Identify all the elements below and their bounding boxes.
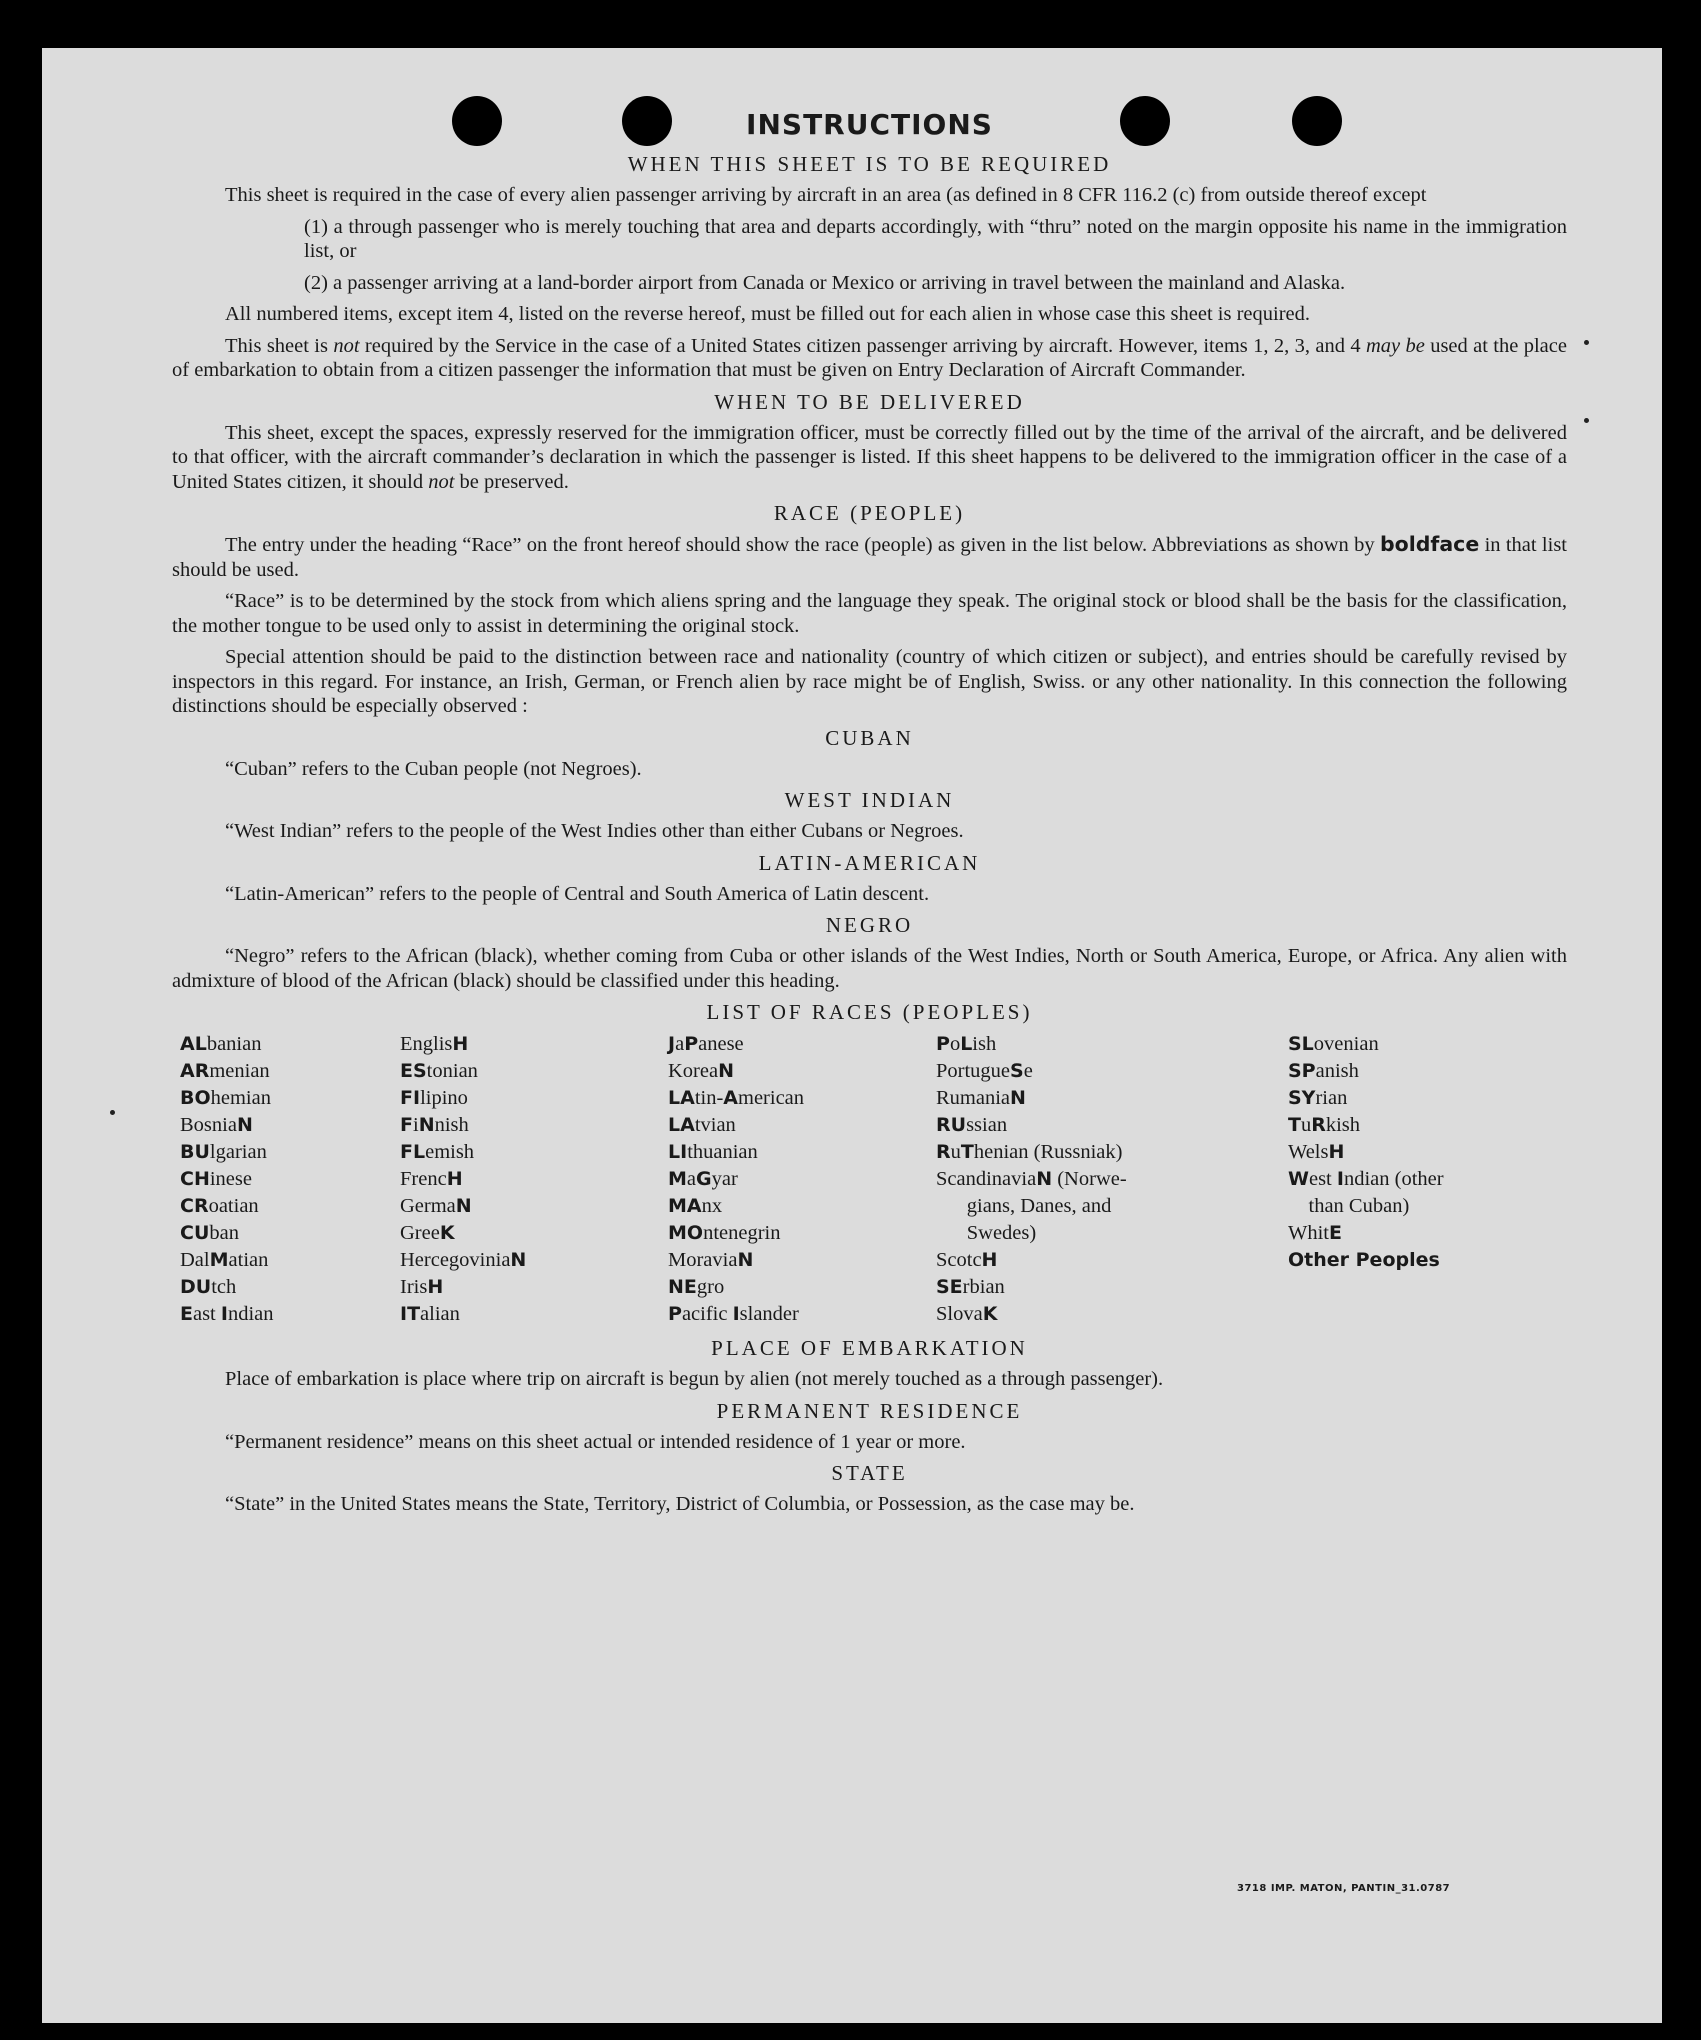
paragraph: All numbered items, except item 4, listed on the reverse hereof, must be filled out for each alien in whose case this sheet is required. xyxy=(225,303,1311,325)
races-column xyxy=(668,1031,936,1328)
paragraph: “Permanent residence” means on this sheet actual or intended residence of 1 year or more. xyxy=(225,1430,966,1453)
race-entry: SPanish xyxy=(1288,1060,1359,1082)
heading-race: RACE (PEOPLE) xyxy=(773,501,966,525)
race-entry: NEgro xyxy=(668,1276,725,1298)
heading-embarkation: PLACE OF EMBARKATION xyxy=(711,1336,1028,1360)
race-entry: CHinese xyxy=(180,1168,252,1190)
race-entry: ALbanian xyxy=(180,1033,262,1055)
race-entry: WhitE xyxy=(1288,1222,1342,1244)
race-entry: ScotcH xyxy=(936,1249,998,1271)
race-entry: ITalian xyxy=(400,1303,460,1325)
race-entry: LAtin-American xyxy=(668,1087,805,1109)
race-entry: BosniaN xyxy=(180,1114,253,1136)
race-entry: CUban xyxy=(180,1222,239,1244)
race-entry: FIlipino xyxy=(400,1087,468,1109)
races-column xyxy=(400,1031,668,1328)
heading-list-of-races: LIST OF RACES (PEOPLES) xyxy=(706,1000,1033,1024)
speck xyxy=(110,1110,115,1115)
race-entry: SYrian xyxy=(1288,1087,1348,1109)
race-entry: MOntenegrin xyxy=(668,1222,781,1244)
document-body xyxy=(172,108,1567,1524)
race-entry: West Indian (other xyxy=(1288,1168,1444,1190)
paragraph: “State” in the United States means the State, Territory, District of Columbia, or Possession, as the case may be. xyxy=(225,1493,1135,1515)
races-list xyxy=(180,1031,1567,1328)
race-entry: ARmenian xyxy=(180,1060,270,1082)
race-entry: gians, Danes, and xyxy=(936,1195,1112,1217)
form-number: 3718 IMP. MATON, PANTIN_31.0787 xyxy=(1237,1883,1451,1894)
race-entry: FLemish xyxy=(400,1141,475,1163)
paragraph: “Latin-American” refers to the people of Central and South America of Latin descent. xyxy=(225,882,930,905)
races-column xyxy=(1288,1031,1558,1328)
race-entry: FrencH xyxy=(400,1168,463,1190)
paragraph: “Race” is to be determined by the stock from which aliens spring and the language they speak. The original stock or blood shall be the basis for the classification, the mother tongue to be used only to assist in determining the original stock. xyxy=(172,590,1567,637)
list-item: (1) a through passenger who is merely touching that area and departs accordingly, with “thru” noted on the margin opposite his name in the immigration list, or xyxy=(304,215,1567,262)
race-entry: Other Peoples xyxy=(1288,1249,1440,1271)
race-entry: LIthuanian xyxy=(668,1141,758,1163)
race-entry: GreeK xyxy=(400,1222,455,1244)
heading-negro: NEGRO xyxy=(825,913,914,937)
race-entry: EnglisH xyxy=(400,1033,469,1055)
race-entry: East Indian xyxy=(180,1303,274,1325)
race-entry: FiNnish xyxy=(400,1114,469,1136)
race-entry: LAtvian xyxy=(668,1114,736,1136)
race-entry: HercegoviniaN xyxy=(400,1249,527,1271)
heading-west-indian: WEST INDIAN xyxy=(784,788,955,812)
paragraph: The entry under the heading “Race” on the front hereof should show the race (people) as given in the list below. Abbreviations as shown by boldface in that list should be used. xyxy=(172,532,1567,581)
heading-latin-american: LATIN-AMERICAN xyxy=(758,850,981,875)
heading-state: STATE xyxy=(831,1461,908,1485)
race-entry: MAnx xyxy=(668,1195,723,1217)
race-entry: MoraviaN xyxy=(668,1249,754,1271)
paragraph: This sheet is required in the case of every alien passenger arriving by aircraft in an area (as defined in 8 CFR 116.2 (c) from outside thereof except xyxy=(225,184,1427,206)
races-column xyxy=(180,1031,400,1328)
heading-cuban: CUBAN xyxy=(825,725,914,750)
race-entry: SlovaK xyxy=(936,1303,998,1325)
paragraph: “West Indian” refers to the people of the West Indies other than either Cubans or Negroes. xyxy=(225,820,964,842)
paragraph: This sheet, except the spaces, expressly reserved for the immigration officer, must be correctly filled out by the time of the arrival of the aircraft, and be delivered to that officer, with the aircraft commander’s declaration in which the passenger is listed. If this sheet happens to be delivered to the immigration officer in the case of a United States citizen, it should not be preserved. xyxy=(172,421,1567,493)
race-entry: ScandinaviaN (Norwe- xyxy=(936,1168,1127,1190)
race-entry: JaPanese xyxy=(668,1033,744,1055)
race-entry: RumaniaN xyxy=(936,1087,1026,1109)
race-entry: Pacific Islander xyxy=(668,1303,799,1325)
race-entry: MaGyar xyxy=(668,1168,738,1190)
speck xyxy=(1584,418,1589,423)
paragraph: “Negro” refers to the African (black), whether coming from Cuba or other islands of the West Indies, North or South America, Europe, or Africa. Any alien with admixture of blood of the African (black) should be classified under this heading. xyxy=(172,945,1567,992)
race-entry: BOhemian xyxy=(180,1087,271,1109)
document-page xyxy=(42,48,1662,2023)
race-entry: EStonian xyxy=(400,1060,478,1082)
race-entry: SErbian xyxy=(936,1276,1005,1298)
paragraph: Place of embarkation is place where trip on aircraft is begun by alien (not merely touched as a through passenger). xyxy=(225,1368,1164,1390)
race-entry: KoreaN xyxy=(668,1060,734,1082)
page-title: INSTRUCTIONS xyxy=(746,108,993,141)
race-entry: SLovenian xyxy=(1288,1033,1379,1055)
race-entry: than Cuban) xyxy=(1288,1195,1410,1217)
races-column xyxy=(936,1031,1288,1328)
race-entry: RUssian xyxy=(936,1114,1008,1136)
race-entry: RuThenian (Russniak) xyxy=(936,1141,1123,1163)
paragraph: This sheet is not required by the Service in the case of a United States citizen passenger arriving by aircraft. However, items 1, 2, 3, and 4 may be used at the place of embarkation to obtain from a citizen passenger the information that must be given on Entry Declaration of Aircraft Commander. xyxy=(172,334,1567,381)
race-entry: CRoatian xyxy=(180,1195,259,1217)
list-item: (2) a passenger arriving at a land-border airport from Canada or Mexico or arriving in travel between the mainland and Alaska. xyxy=(304,271,1346,294)
paragraph: “Cuban” refers to the Cuban people (not Negroes). xyxy=(225,757,642,780)
race-entry: DUtch xyxy=(180,1276,237,1298)
race-entry: IrisH xyxy=(400,1276,444,1298)
race-entry: Swedes) xyxy=(936,1222,1037,1244)
speck xyxy=(1584,340,1589,345)
race-entry: BUlgarian xyxy=(180,1141,267,1163)
race-entry: WelsH xyxy=(1288,1141,1345,1163)
race-entry: TuRkish xyxy=(1288,1114,1361,1136)
heading-residence: PERMANENT RESIDENCE xyxy=(716,1398,1023,1423)
heading-when-delivered: WHEN TO BE DELIVERED xyxy=(714,389,1025,414)
race-entry: PortugueSe xyxy=(936,1060,1033,1082)
heading-when-required: WHEN THIS SHEET IS TO BE REQUIRED xyxy=(627,152,1112,176)
race-entry: GermaN xyxy=(400,1195,472,1217)
paragraph: Special attention should be paid to the distinction between race and nationality (country of which citizen or subject), and entries should be carefully revised by inspectors in this regard. For instance, an Irish, German, or French alien by race might be of English, Swiss. or any other nationality. In this connection the following distinctions should be especially observed : xyxy=(172,646,1567,717)
race-entry: DalMatian xyxy=(180,1249,269,1271)
race-entry: PoLish xyxy=(936,1033,997,1055)
